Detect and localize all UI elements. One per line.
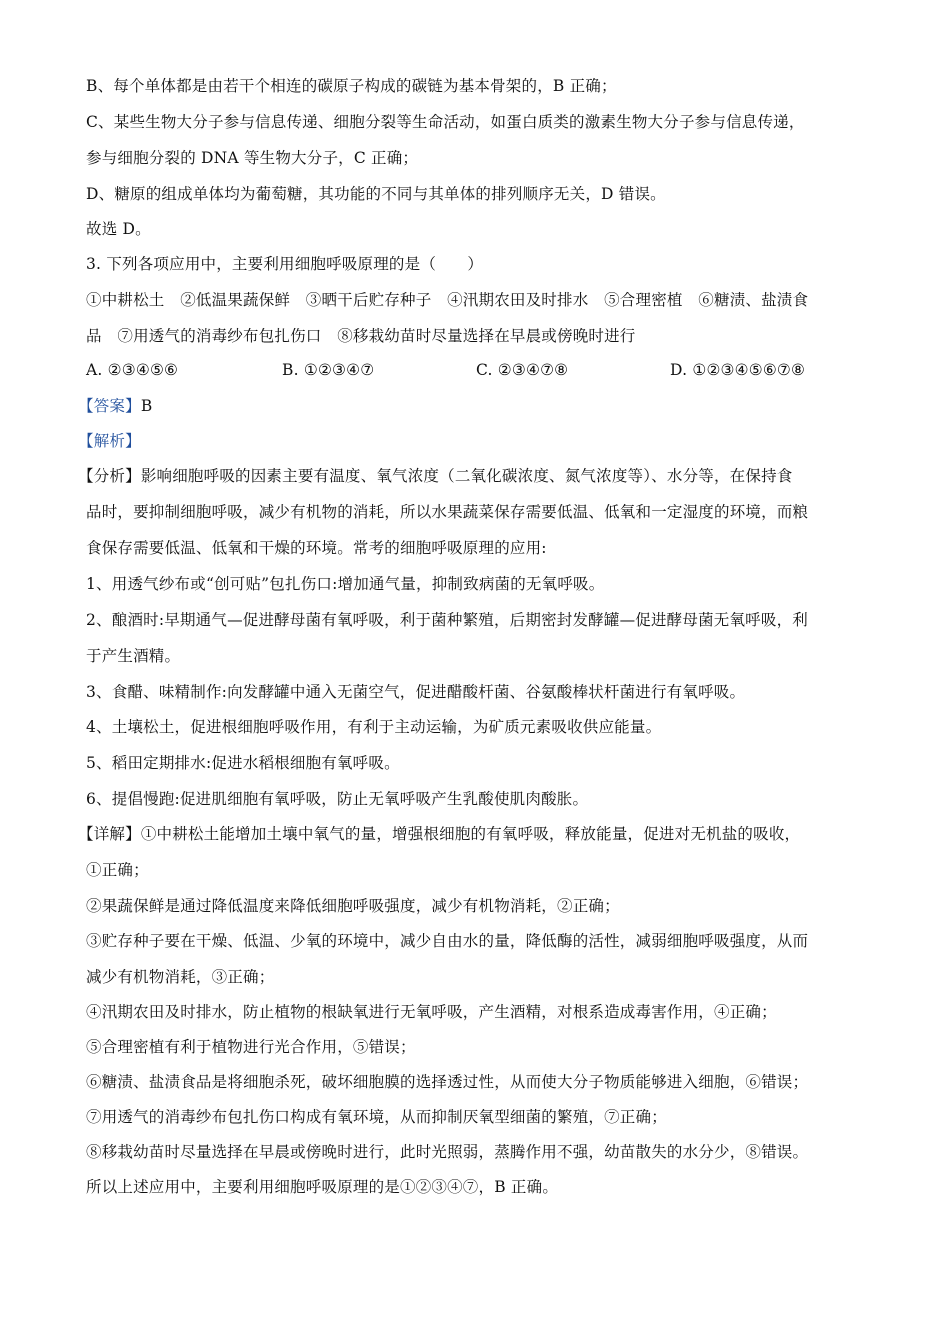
option-c-label: C. [476, 361, 493, 379]
option-c-text: ②③④⑦⑧ [497, 361, 569, 379]
application-4: 4、土壤松土，促进根细胞呼吸作用，有利于主动运输，为矿质元素吸收供应能量。 [86, 718, 662, 736]
option-d-text: ①②③④⑤⑥⑦⑧ [692, 361, 806, 379]
question-stem: 3. 下列各项应用中，主要利用细胞呼吸原理的是（ ） [86, 255, 484, 273]
detail-1-text: ①中耕松土能增加土壤中氧气的量，增强根细胞的有氧呼吸，释放能量，促进对无机盐的吸收， [140, 825, 801, 843]
application-3: 3、食醋、味精制作:向发酵罐中通入无菌空气，促进醋酸杆菌、谷氨酸棒状杆菌进行有氧呼吸。 [86, 683, 746, 701]
analysis-text-1: 影响细胞呼吸的因素主要有温度、氧气浓度（二氧化碳浓度、氮气浓度等）、水分等，在保持食 [140, 467, 793, 485]
analysis-line3: 食保存需要低温、低氧和干燥的环境。常考的细胞呼吸原理的应用: [86, 539, 547, 557]
answer-value: B [140, 397, 153, 415]
question-items-line1: ①中耕松土 ②低温果蔬保鲜 ③晒干后贮存种子 ④汛期农田及时排水 ⑤合理密植 ⑥糖渍、盐渍食 [86, 291, 809, 309]
answer-line [78, 396, 152, 416]
detail-1-line2: ①正确； [86, 861, 149, 879]
answer-tag: 【答案】 [78, 397, 141, 415]
detail-8: ⑧移栽幼苗时尽量选择在早晨或傍晚时进行，此时光照弱，蒸腾作用不强，幼苗散失的水分少，⑧错误。 [86, 1143, 809, 1161]
option-a [86, 360, 178, 380]
option-c [476, 360, 568, 380]
final-conclusion: 所以上述应用中，主要利用细胞呼吸原理的是①②③④⑦，B 正确。 [86, 1178, 559, 1196]
detail-4: ④汛期农田及时排水，防止植物的根缺氧进行无氧呼吸，产生酒精，对根系造成毒害作用，④正确； [86, 1003, 777, 1021]
application-2-line2: 于产生酒精。 [86, 647, 181, 665]
prev-analysis-c-line2: 参与细胞分裂的 DNA 等生物大分子，C 正确； [86, 149, 419, 167]
application-6: 6、提倡慢跑:促进肌细胞有氧呼吸，防止无氧呼吸产生乳酸使肌肉酸胀。 [86, 790, 589, 808]
option-b-label: B. [282, 361, 299, 379]
detail-5: ⑤合理密植有利于植物进行光合作用，⑤错误； [86, 1038, 416, 1056]
detail-tag: 【详解】 [78, 825, 141, 843]
analysis-tag: 【分析】 [78, 467, 141, 485]
detail-6: ⑥糖渍、盐渍食品是将细胞杀死，破坏细胞膜的选择透过性，从而使大分子物质能够进入细胞，⑥错误； [86, 1073, 809, 1091]
prev-analysis-d: D、糖原的组成单体均为葡萄糖，其功能的不同与其单体的排列顺序无关，D 错误。 [86, 185, 666, 203]
detail-2: ②果蔬保鲜是通过降低温度来降低细胞呼吸强度，减少有机物消耗，②正确； [86, 897, 620, 915]
prev-analysis-c-line1: C、某些生物大分子参与信息传递、细胞分裂等生命活动，如蛋白质类的激素生物大分子参与信息传递， [86, 113, 805, 131]
analysis-line1 [78, 466, 792, 486]
detail-line1 [78, 824, 800, 844]
option-d [670, 360, 805, 380]
option-b-text: ①②③④⑦ [303, 361, 375, 379]
prev-conclusion: 故选 D。 [86, 220, 151, 238]
analysis-line2: 品时，要抑制细胞呼吸，减少有机物的消耗，所以水果蔬菜保存需要低温、低氧和一定湿度的环境，而粮 [86, 503, 809, 521]
option-a-text: ②③④⑤⑥ [107, 361, 179, 379]
option-d-label: D. [670, 361, 688, 379]
option-a-label: A. [86, 361, 103, 379]
application-1: 1、用透气纱布或“创可贴”包扎伤口:增加通气量，抑制致病菌的无氧呼吸。 [86, 575, 605, 593]
question-items-line2: 品 ⑦用透气的消毒纱布包扎伤口 ⑧移栽幼苗时尽量选择在早晨或傍晚时进行 [86, 327, 636, 345]
option-b [282, 360, 374, 380]
detail-3-line1: ③贮存种子要在干燥、低温、少氧的环境中，减少自由水的量，降低酶的活性，减弱细胞呼吸强度，从而 [86, 932, 809, 950]
detail-7: ⑦用透气的消毒纱布包扎伤口构成有氧环境，从而抑制厌氧型细菌的繁殖，⑦正确； [86, 1108, 667, 1126]
options-row [86, 360, 866, 380]
explanation-tag: 【解析】 [78, 432, 141, 450]
prev-analysis-b: B、每个单体都是由若干个相连的碳原子构成的碳链为基本骨架的，B 正确； [86, 77, 617, 95]
application-2-line1: 2、酿酒时:早期通气—促进酵母菌有氧呼吸，利于菌种繁殖，后期密封发酵罐—促进酵母菌无氧呼吸，利 [86, 611, 808, 629]
application-5: 5、稻田定期排水:促进水稻根细胞有氧呼吸。 [86, 754, 400, 772]
detail-3-line2: 减少有机物消耗，③正确； [86, 968, 275, 986]
